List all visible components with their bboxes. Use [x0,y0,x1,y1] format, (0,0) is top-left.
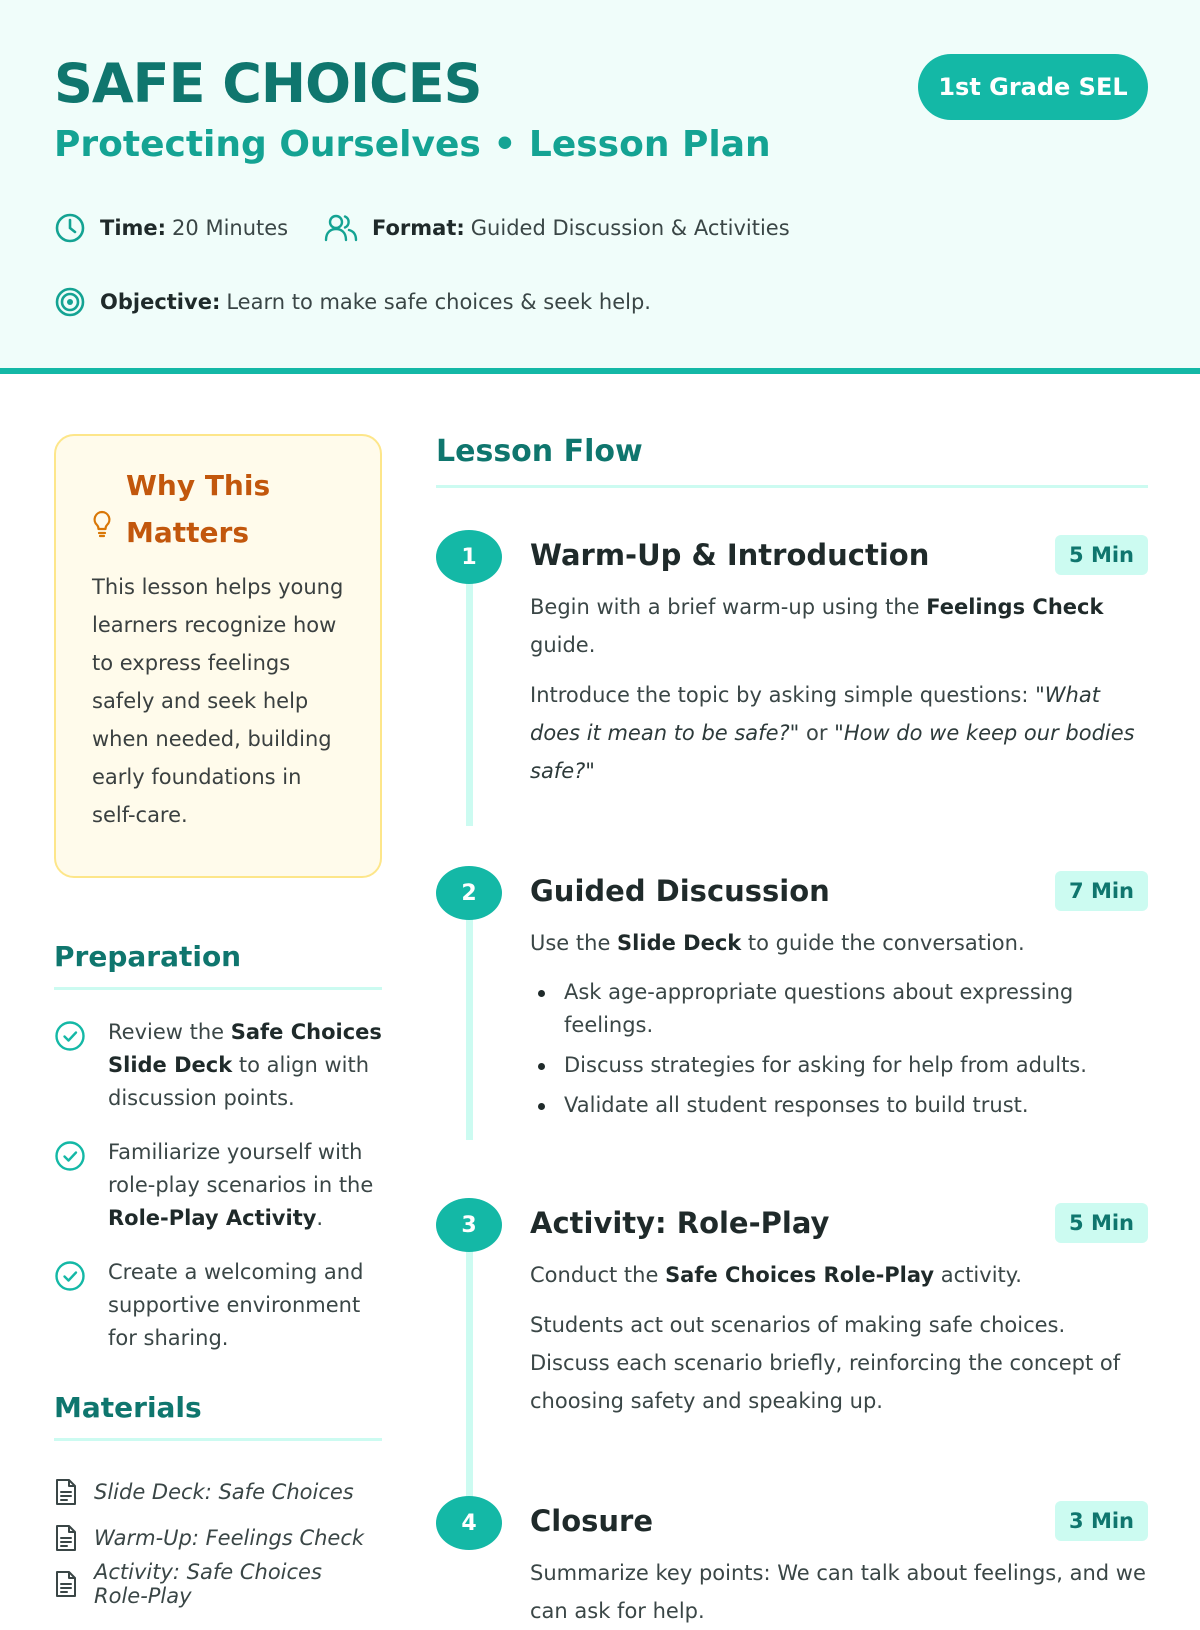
preparation-section [54,940,382,1355]
why-header [92,469,346,556]
document-icon [54,1478,78,1506]
step-body [530,530,1148,790]
preparation-list [54,1016,382,1355]
list-item [54,1016,382,1115]
page-subtitle: Protecting Ourselves • Lesson Plan [54,124,771,165]
step-title: Guided Discussion [530,874,830,908]
why-title: Why This Matters [126,469,271,549]
step-text: Use the Slide Deck to guide the conversation. [530,931,1025,955]
check-circle-icon [54,1140,86,1172]
why-text: This lesson helps young learners recognize how to express feelings safely and seek help when needed, building early foundations in self-care. [92,575,344,827]
step-header [530,866,1148,916]
duration-badge: 7 Min [1055,871,1148,911]
meta-time [54,212,288,244]
sidebar [54,434,382,1607]
step-number: 1 [436,530,502,584]
lesson-flow-section [436,434,1148,1623]
prep-text: Review the Safe Choices Slide Deck to align with discussion points. [108,1020,382,1110]
duration-badge: 5 Min [1055,535,1148,575]
prep-text: Create a welcoming and supportive environment for sharing. [108,1260,364,1350]
duration-badge: 3 Min [1055,1501,1148,1541]
lesson-flow-title: Lesson Flow [436,434,1148,488]
step-title: Closure [530,1504,654,1538]
material-label: Activity: Safe Choices Role-Play [94,1560,322,1608]
step-header [530,1496,1148,1546]
list-item[interactable] [54,1469,382,1515]
why-this-matters-card [54,434,382,878]
list-item: Validate all student responses to build trust. [530,1089,1148,1122]
check-circle-icon [54,1260,86,1292]
format-label: Format: [372,216,465,240]
list-item[interactable] [54,1561,382,1607]
document-icon [54,1570,78,1598]
materials-title: Materials [54,1391,382,1441]
preparation-title: Preparation [54,940,382,990]
timeline-line [466,570,473,826]
list-item: Ask age-appropriate questions about expressing feelings. [530,976,1148,1042]
step-number: 4 [436,1496,502,1550]
objective-value: Learn to make safe choices & seek help. [226,290,651,314]
clock-icon [54,212,86,244]
materials-section [54,1391,382,1607]
step-title: Warm-Up & Introduction [530,538,930,572]
step-header [530,530,1148,580]
time-value: 20 Minutes [172,216,289,240]
lightbulb-icon [92,510,112,538]
page-title: SAFE CHOICES [54,52,482,115]
step-text: Begin with a brief warm-up using the Feelings Check guide. [530,595,1104,657]
time-label: Time: [100,216,167,240]
step-number: 3 [436,1198,502,1252]
lesson-header [0,0,1200,374]
meta-objective [54,286,651,318]
duration-badge: 5 Min [1055,1203,1148,1243]
prep-text: Familiarize yourself with role-play scenarios in the Role-Play Activity. [108,1140,374,1230]
list-item [54,1136,382,1235]
step-number: 2 [436,866,502,920]
check-circle-icon [54,1020,86,1052]
step-text: Summarize key points: We can talk about feelings, and we can ask for help. [530,1561,1146,1623]
list-item [54,1256,382,1355]
list-item[interactable] [54,1515,382,1561]
material-label: Warm-Up: Feelings Check [94,1526,365,1550]
materials-list [54,1469,382,1607]
step-body [530,1198,1148,1420]
timeline-line [466,906,473,1140]
meta-format [324,212,790,244]
users-icon [324,212,358,244]
step-text: Introduce the topic by asking simple questions: "What does it mean to be safe?" or "How do we keep our bodies safe?" [530,683,1135,783]
format-value: Guided Discussion & Activities [470,216,790,240]
target-icon [54,286,86,318]
step-text: Students act out scenarios of making safe choices. Discuss each scenario briefly, reinforcing the concept of choosing safety and speaking up. [530,1313,1121,1413]
material-label: Slide Deck: Safe Choices [94,1480,354,1504]
grade-badge: 1st Grade SEL [918,54,1148,120]
step-bullet-list [530,976,1148,1122]
step-body [530,866,1148,1129]
timeline-line [466,1238,473,1498]
list-item: Discuss strategies for asking for help from adults. [530,1049,1148,1082]
step-title: Activity: Role-Play [530,1206,830,1240]
objective-label: Objective: [100,290,221,314]
document-icon [54,1524,78,1552]
step-header [530,1198,1148,1248]
step-body [530,1496,1148,1630]
step-text: Conduct the Safe Choices Role-Play activity. [530,1263,1022,1287]
